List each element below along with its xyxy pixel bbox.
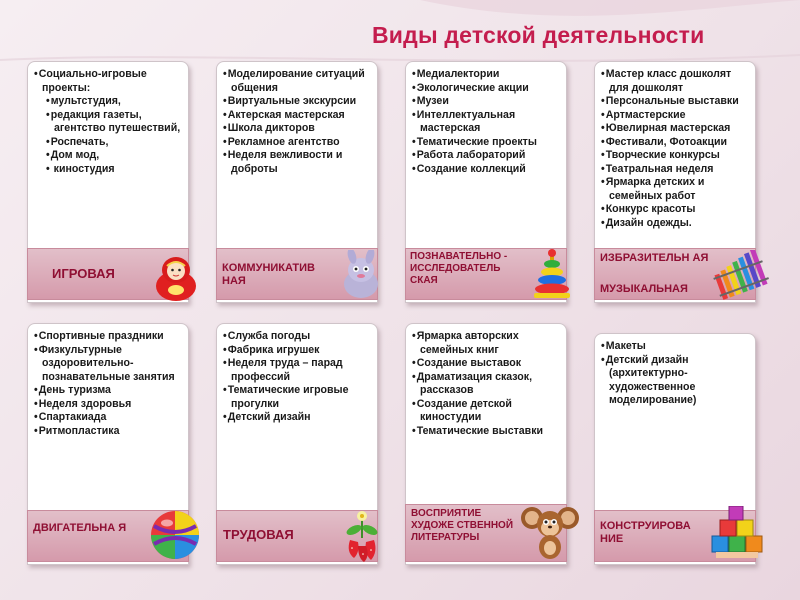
category-label: ДВИГАТЕЛЬНА Я <box>33 522 127 534</box>
list-item: • Фестивали, Фотоакции <box>601 136 751 150</box>
list-item: • Театральная неделя <box>601 163 751 177</box>
list-item: • Тематические выставки <box>412 425 562 439</box>
ball-icon <box>148 508 202 562</box>
activity-list <box>28 62 188 176</box>
list-item: • Рекламное агентство <box>223 136 373 150</box>
list-item: • Неделя вежливости и доброты <box>223 149 373 176</box>
activity-list <box>595 334 755 408</box>
list-item: • Социально-игровые проекты: <box>34 68 184 95</box>
list-item: • Драматизация сказок, рассказов <box>412 371 562 398</box>
list-item: • Музеи <box>412 95 562 109</box>
category-label: КОММУНИКАТИВ НАЯ <box>222 262 315 287</box>
list-item: • Мастер класс дошколят для дошколят <box>601 68 751 95</box>
list-item: • Роспечать, <box>34 136 184 150</box>
list-item: • Физкультурные оздоровительно-познавательные занятия <box>34 344 184 385</box>
list-item: • Фабрика игрушек <box>223 344 373 358</box>
list-item: • Конкурс красоты <box>601 203 751 217</box>
list-item: • Моделирование ситуаций общения <box>223 68 373 95</box>
list-item: • Макеты <box>601 340 751 354</box>
category-label: ПОЗНАВАТЕЛЬНО - ИССЛЕДОВАТЕЛЬ СКАЯ <box>410 251 508 286</box>
activity-list <box>595 62 755 231</box>
list-item: • Ярмарка детских и семейных работ <box>601 176 751 203</box>
list-item: • Интеллектуальная мастерская <box>412 109 562 136</box>
xylophone-icon <box>712 250 772 300</box>
list-item: • Тематические проекты <box>412 136 562 150</box>
category-label: КОНСТРУИРОВА НИЕ <box>600 520 691 545</box>
cheburashka-icon <box>520 500 580 562</box>
category-label: ИГРОВАЯ <box>52 266 115 281</box>
list-item: • Ярмарка авторских семейных книг <box>412 330 562 357</box>
toy-character-icon <box>334 250 388 302</box>
activity-list <box>28 324 188 438</box>
list-item: • Служба погоды <box>223 330 373 344</box>
list-item: • Создание выставок <box>412 357 562 371</box>
list-item: • Медиалектории <box>412 68 562 82</box>
category-label: ВОСПРИЯТИЕ ХУДОЖЕ СТВЕННОЙ ЛИТЕРАТУРЫ <box>411 508 514 543</box>
category-label: ИЗБРАЗИТЕЛЬН АЯ <box>600 252 709 264</box>
list-item: • Детский дизайн <box>223 411 373 425</box>
strawberry-plant-icon <box>338 508 386 564</box>
list-item: • Спортивные праздники <box>34 330 184 344</box>
list-item: • Создание коллекций <box>412 163 562 177</box>
page-title: Виды детской деятельности <box>372 22 705 48</box>
list-item: • Дизайн одежды. <box>601 217 751 231</box>
list-item: • Спартакиада <box>34 411 184 425</box>
category-label-secondary: МУЗЫКАЛЬНАЯ <box>600 283 688 295</box>
list-item: • мультстудия, <box>34 95 184 109</box>
activity-list <box>217 62 377 176</box>
list-item: • Творческие конкурсы <box>601 149 751 163</box>
list-item: • Экологические акции <box>412 82 562 96</box>
activity-list <box>217 324 377 425</box>
list-item: • Актерская мастерская <box>223 109 373 123</box>
list-item: • Неделя здоровья <box>34 398 184 412</box>
list-item: • Детский дизайн (архитектурно-художественное моделирование) <box>601 354 751 408</box>
list-item: • редакция газеты, агентство путешествий, <box>34 109 184 136</box>
list-item: • Работа лабораторий <box>412 149 562 163</box>
list-item: • День туризма <box>34 384 184 398</box>
list-item: • Артмастерские <box>601 109 751 123</box>
category-label: ТРУДОВАЯ <box>223 527 294 542</box>
activity-list <box>406 324 566 438</box>
toy-blocks-icon <box>708 506 766 562</box>
list-item: • Ритмопластика <box>34 425 184 439</box>
list-item: • Школа дикторов <box>223 122 373 136</box>
list-item: • Тематические игровые прогулки <box>223 384 373 411</box>
list-item: • киностудия <box>34 163 184 177</box>
activity-list <box>406 62 566 176</box>
list-item: • Неделя труда – парад профессий <box>223 357 373 384</box>
list-item: • Создание детской киностудии <box>412 398 562 425</box>
roly-poly-doll-icon <box>148 250 204 302</box>
list-item: • Персональные выставки <box>601 95 751 109</box>
ring-pyramid-icon <box>528 246 576 302</box>
list-item: • Ювелирная мастерская <box>601 122 751 136</box>
list-item: • Виртуальные экскурсии <box>223 95 373 109</box>
list-item: • Дом мод, <box>34 149 184 163</box>
